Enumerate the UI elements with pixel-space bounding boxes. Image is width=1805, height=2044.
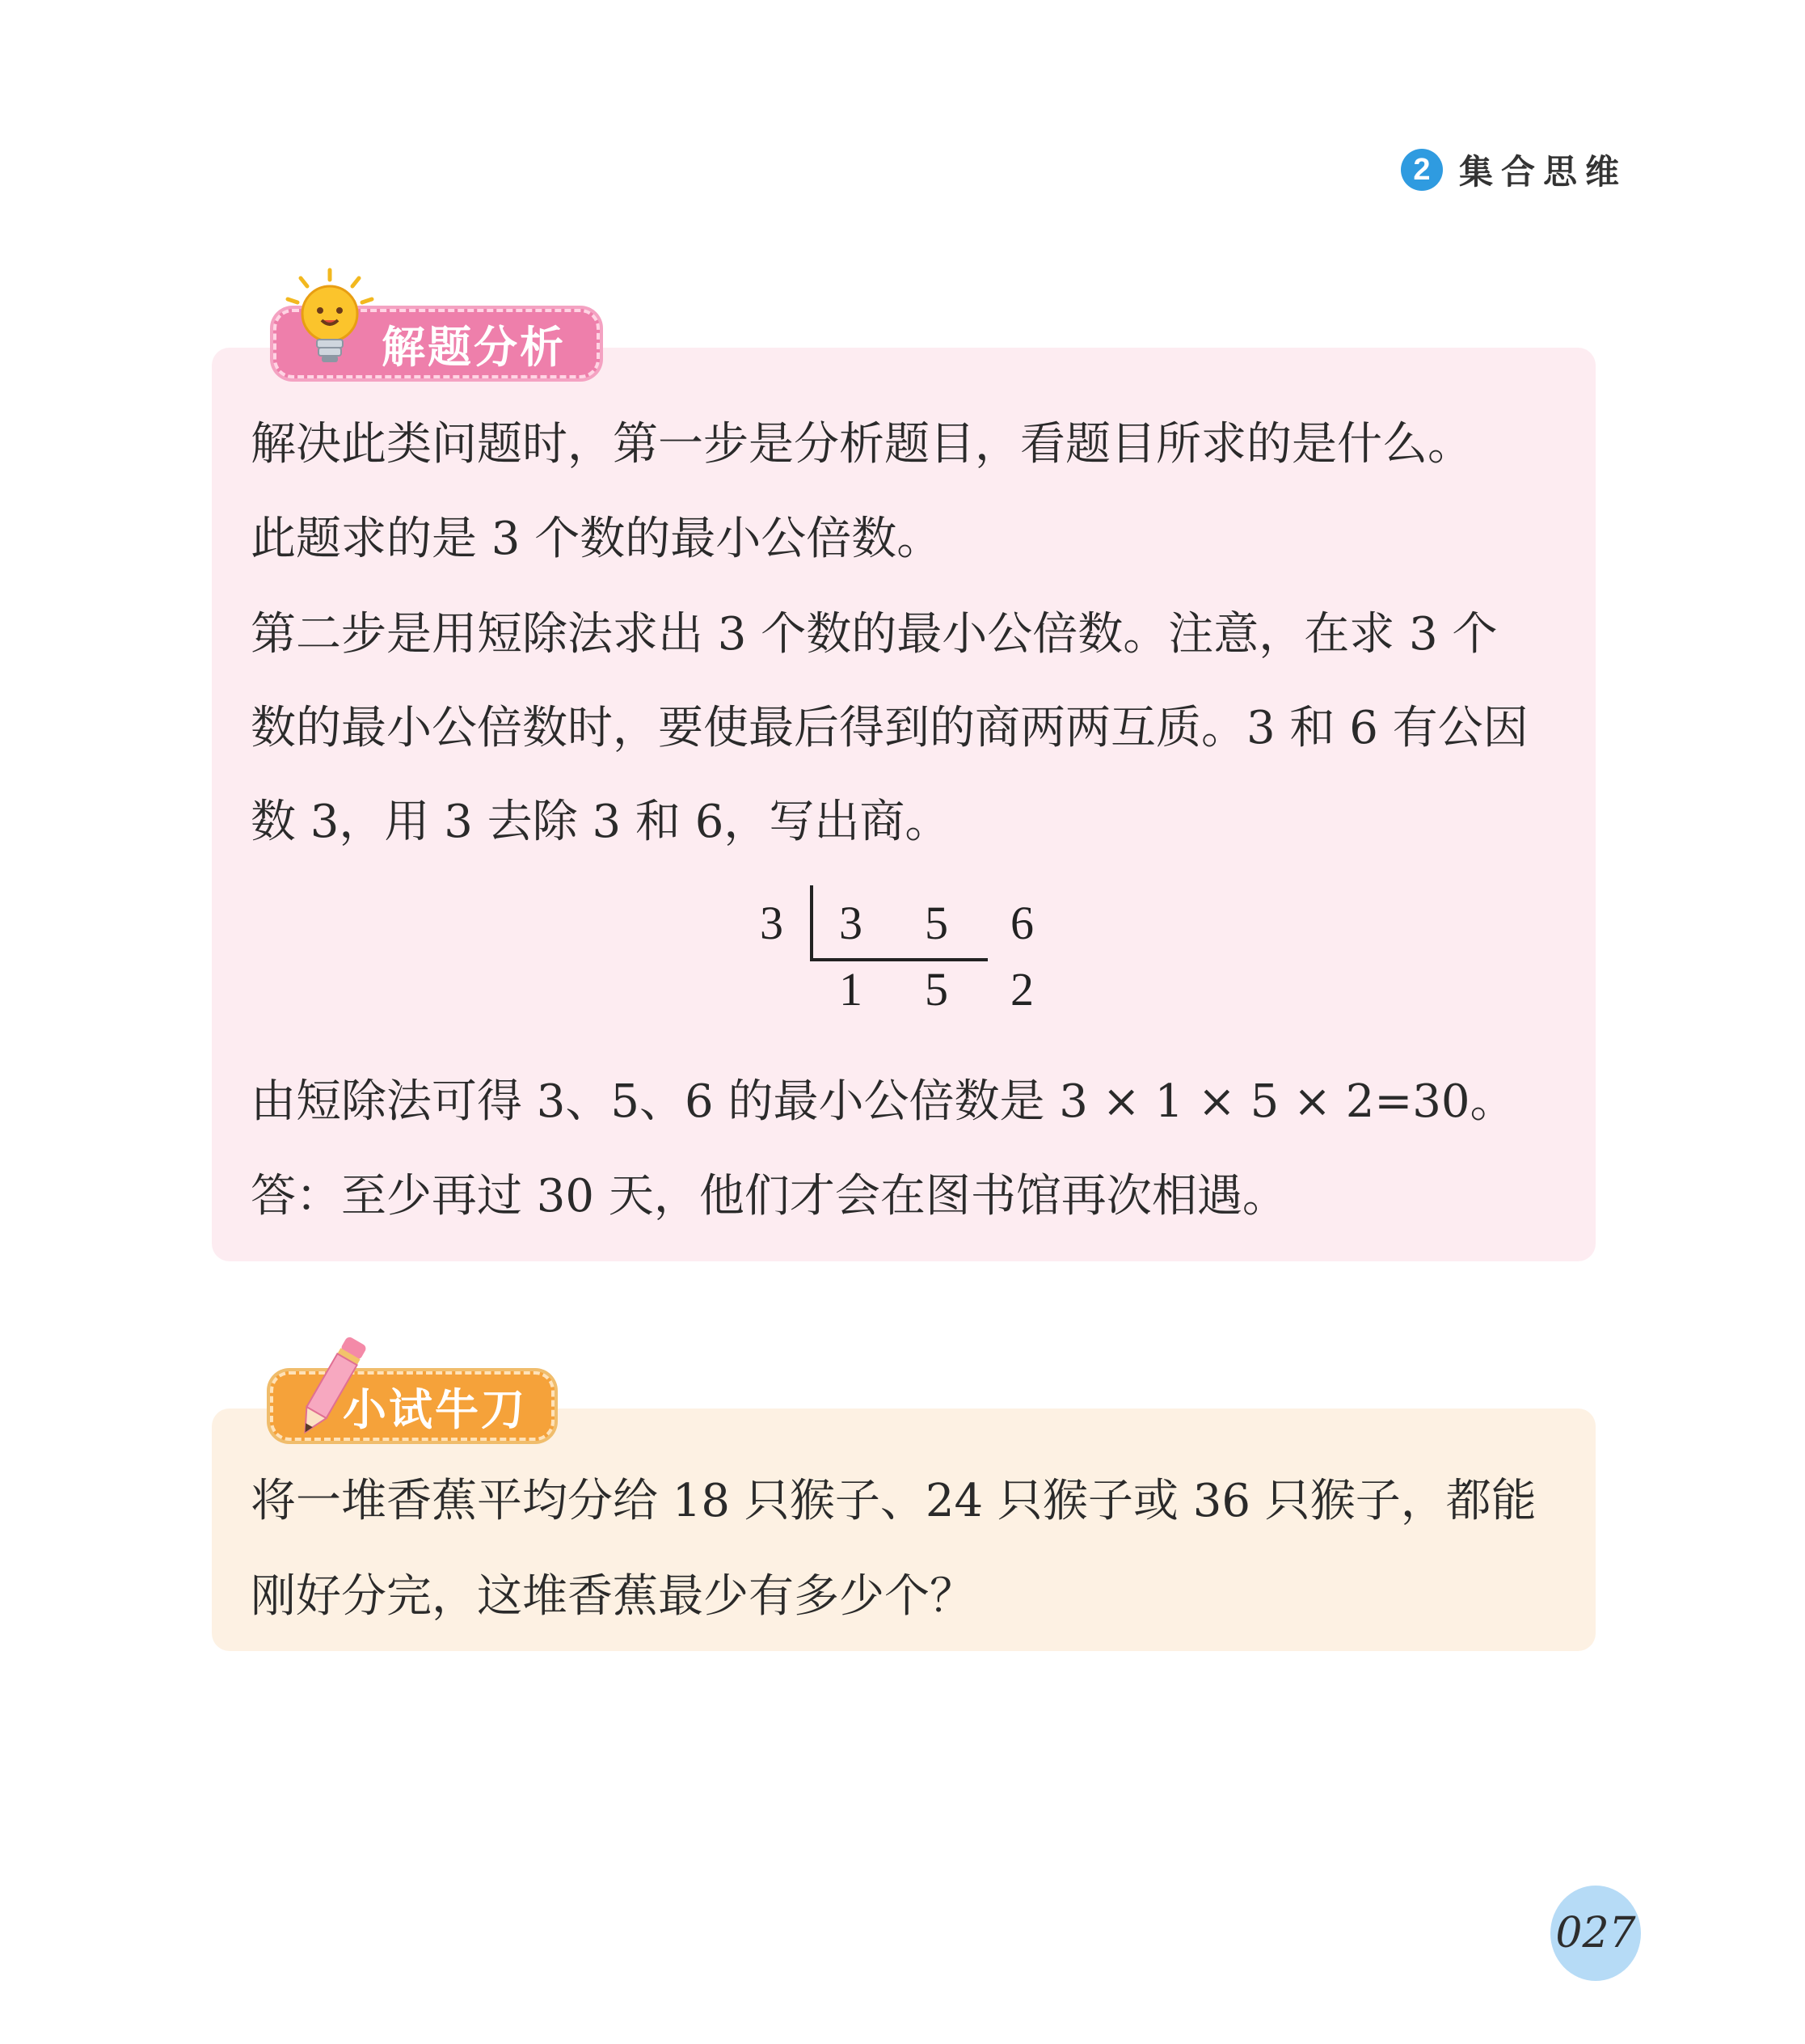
short-division (744, 881, 1083, 1043)
analysis-line-2: 此题求的是 3 个数的最小公倍数。 (251, 513, 943, 565)
practice-line-2: 刚好分完，这堆香蕉最少有多少个？ (251, 1570, 975, 1623)
division-dividend: 5 (925, 897, 948, 949)
practice-badge-label: 小试牛刀 (343, 1383, 527, 1435)
lightbulb-icon (281, 267, 378, 372)
pencil-icon (283, 1326, 380, 1447)
analysis-answer: 答：至少再过 30 天，他们才会在图书馆再次相遇。 (251, 1170, 1288, 1223)
division-quotient: 5 (925, 963, 948, 1016)
chapter-header (1401, 146, 1627, 194)
analysis-conclusion: 由短除法可得 3、5、6 的最小公倍数是 3 × 1 × 5 × 2=30。 (251, 1075, 1516, 1128)
division-divisor: 3 (760, 897, 783, 949)
division-dividend: 3 (839, 897, 862, 949)
analysis-line-3: 第二步是用短除法求出 3 个数的最小公倍数。注意，在求 3 个 (251, 608, 1498, 661)
division-bar-horizontal (810, 958, 988, 961)
analysis-line-4: 数的最小公倍数时，要使最后得到的商两两互质。3 和 6 有公因 (251, 702, 1529, 754)
division-bar-vertical (810, 885, 813, 961)
division-dividend: 6 (1010, 897, 1034, 949)
analysis-line-1: 解决此类问题时，第一步是分析题目，看题目所求的是什么。 (251, 418, 1473, 471)
practice-line-1: 将一堆香蕉平均分给 18 只猴子、24 只猴子或 36 只猴子，都能 (251, 1475, 1537, 1527)
chapter-number-badge: 2 (1401, 149, 1443, 191)
page-number: 027 (1550, 1886, 1641, 1981)
analysis-badge-label: 解题分析 (382, 321, 566, 373)
analysis-line-5: 数 3，用 3 去除 3 和 6，写出商。 (251, 796, 951, 848)
division-quotient: 1 (839, 963, 862, 1016)
division-quotient: 2 (1010, 963, 1034, 1016)
chapter-title: 集合思维 (1458, 152, 1627, 192)
